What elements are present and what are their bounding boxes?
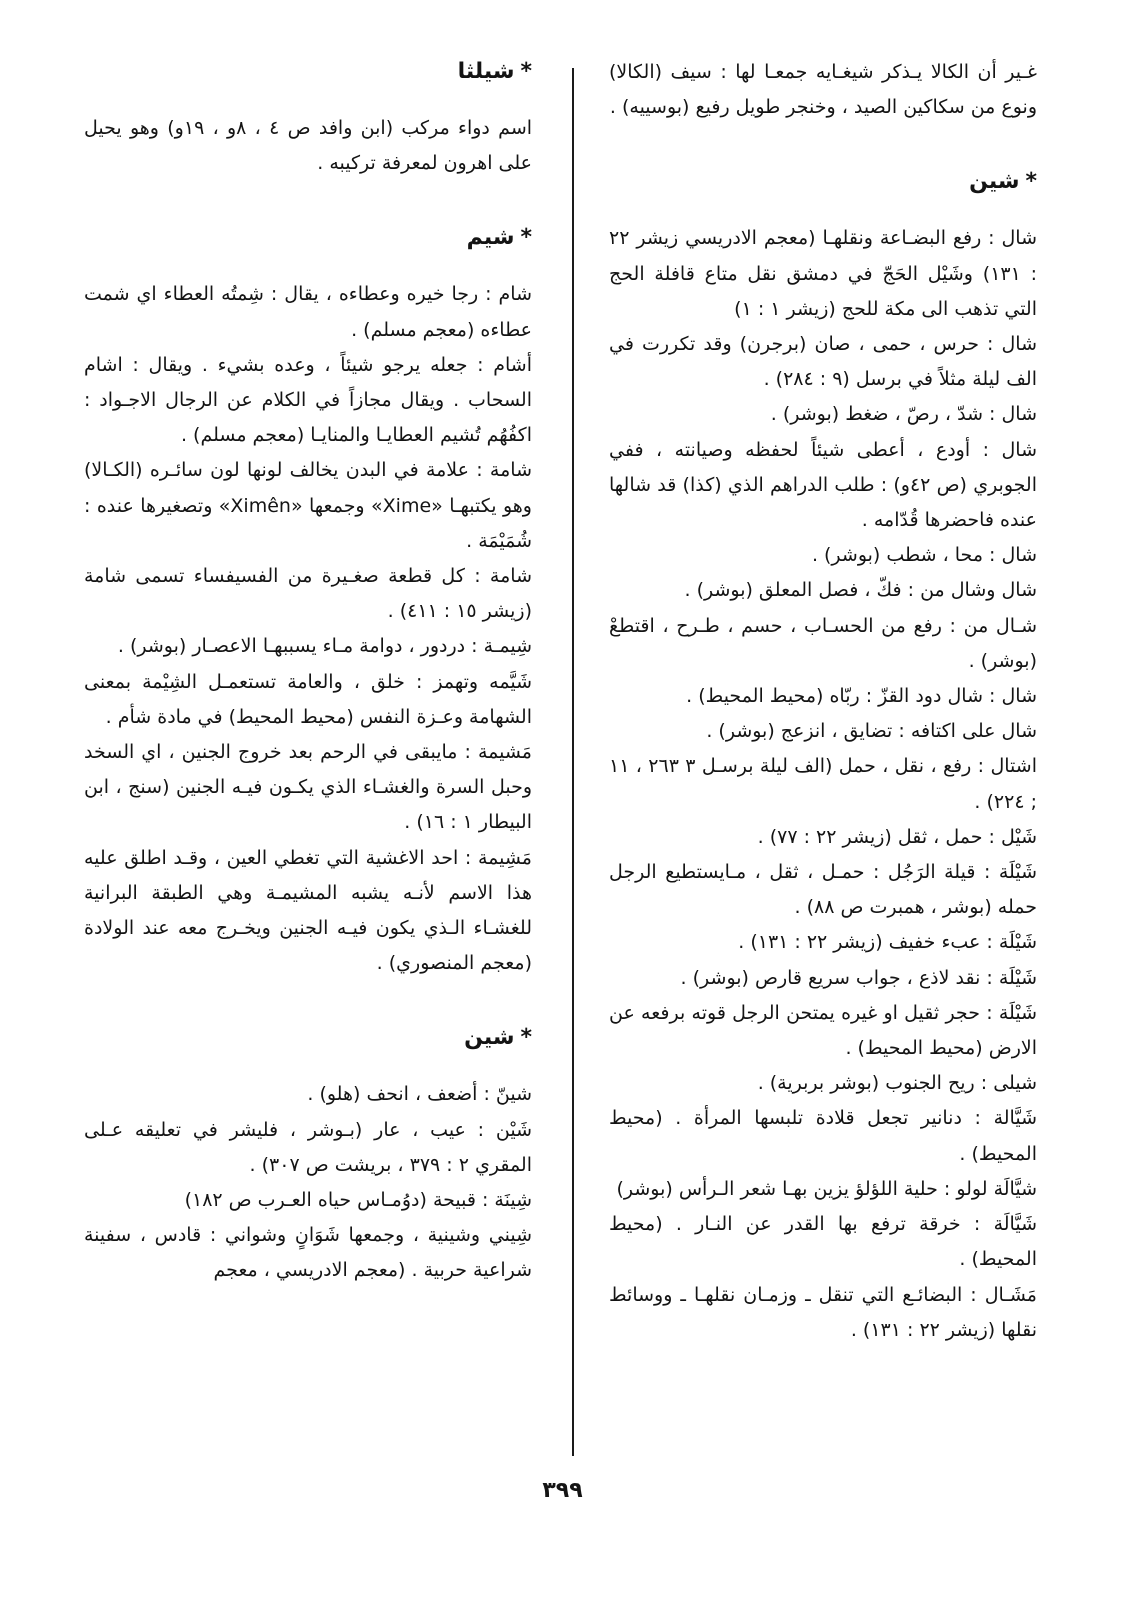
dictionary-entry: مَشيمة : مايبقى في الرحم بعد خروج الجنين ، اي السخد وحبل السرة والغشـاء الذي يكـون فيـه الجنين (سنج ، ابن البيطار ١ : ١٦) .	[84, 741, 532, 834]
dictionary-entry: أشام : جعله يرجو شيئاً ، وعده بشيء . ويقال : اشام السحاب . ويقال مجازاً في الكلام عن الرجال الاجـواد : اكفُهُم تُشيم العطايـا والمنايـا (معجم مسلم) .	[84, 353, 532, 447]
section-heading-shin-right	[609, 165, 1037, 199]
column-divider	[572, 68, 574, 1456]
dictionary-entry: اشتال : رفع ، نقل ، حمل (الف ليلة برسـل ٣ ٢٦٣ ، ١١ ; ٢٢٤) .	[609, 755, 1037, 813]
dictionary-entry: شال على اكتافه : تضايق ، انزعج (بوشر) .	[706, 720, 1037, 743]
dictionary-entry: شِينَة : قبيحة (دوُمـاس حياه العـرب ص ١٨٢)	[184, 1189, 532, 1212]
dictionary-entry: شَيَّالَة : خرقة ترفع بها القدر عن النـار . (محيط المحيط) .	[609, 1213, 1037, 1271]
dictionary-entry: اسم دواء مركب (ابن وافد ص ٤ ، ٨و ، ١٩و) وهو يحيل على اهرون لمعرفة تركيبه .	[84, 117, 533, 175]
dictionary-entry: شال : رفع البضـاعة ونقلهـا (معجم الادريسي زيشر ٢٢ : ١٣١) وشَيْل الحَجّ في دمشق نقل متاع قافلة الحج التي تذهب الى مكة للحج (زيشر ١ : ١)	[609, 227, 1037, 320]
right-column	[609, 55, 1037, 1348]
dictionary-entry: شَيَّمه وتهمز : خلق ، والعامة تستعمـل الشِيْمة بمعنى الشهامة وعـزة النفس (محيط المحيط) في مادة شأم .	[84, 670, 532, 728]
dictionary-entry: شال : محا ، شطب (بوشر) .	[811, 544, 1037, 567]
page-number: ٣٩٩	[542, 1478, 583, 1503]
entry-list	[609, 221, 1037, 1348]
dictionary-entry: شال : شال دود القزّ : ربّاه (محيط المحيط) .	[686, 685, 1037, 708]
dictionary-entry: شامة : علامة في البدن يخالف لونها لون سائـره (الكـالا) وهو يكتبهـا «Xime» وجمعها «Ximên» وتصغيرها عنده : شُمَيْمَة .	[84, 459, 532, 552]
entry-list	[84, 277, 532, 981]
dictionary-entry: شَيْلَة : قيلة الرَجُل : حمـل ، ثقل ، مـايستطيع الرجل حمله (بوشر ، همبرت ص ٨٨) .	[609, 861, 1037, 919]
dictionary-entry: شام : رجا خيره وعطاءه ، يقال : شِمتُه العطاء اي شمت عطاءه (معجم مسلم) .	[84, 283, 532, 341]
asterisk-icon: *	[520, 1025, 532, 1051]
dictionary-entry: شال : حرس ، حمى ، صان (برجرن) وقد تكررت في الف ليلة مثلاً في برسل (٩ : ٢٨٤) .	[609, 333, 1037, 391]
section-heading-shin-left	[84, 1021, 532, 1055]
heading-text: شين	[969, 169, 1020, 195]
dictionary-entry: شال : أودع ، أعطى شيئاً لحفظه وصيانته ، ففي الجوبري (ص ٤٢و) : طلب الدراهم الذي (كذا) قد شالها عنده فاحضرها قُدّامه .	[609, 438, 1037, 532]
dictionary-entry: شَيَّالة : دنانير تجعل قلادة تلبسها المرأة . (محيط المحيط) .	[609, 1107, 1037, 1165]
dictionary-entry: شيَّالَة لولو : حلية اللؤلؤ يزين بهـا شعر الـرأس (بوشر)	[616, 1177, 1037, 1200]
dictionary-entry: شَيْلَة : نقد لاذع ، جواب سريع قارص (بوشر) .	[680, 966, 1037, 989]
dictionary-entry: شَيْلَة : حجر ثقيل او غيره يمتحن الرجل قوته برفعه عن الارض (محيط المحيط) .	[609, 1001, 1037, 1060]
dictionary-entry: شِيمـة : دردور ، دوامة مـاء يسببهـا الاعصـار (بوشر) .	[117, 635, 532, 658]
dictionary-entry: مَشِيمة : احد الاغشية التي تغطي العين ، وقـد اطلق عليه هذا الاسم لأنـه يشبه المشيمـة وهي الطبقة البرانية للغشـاء الـذي يكون فيـه الجنين ويخـرج معه عند الولادة (معجم المنصوري) .	[84, 846, 532, 975]
heading-text: شيلثا	[457, 59, 515, 84]
intro-paragraph: غـير أن الكالا يـذكر شيغـايه جمعـا لها : سيف (الكالا) ونوع من سكاكين الصيد ، وخنجر طويل رفيع (بوسييه) .	[609, 61, 1037, 119]
asterisk-icon: *	[520, 59, 532, 84]
dictionary-entry: شـال من : رفع من الحسـاب ، حسم ، طـرح ، اقتطعْ (بوشر) .	[609, 614, 1037, 672]
dictionary-entry: مَشَـال : البضائـع التي تنقل ـ وزمـان نقلهـا ـ ووسائط نقلها (زيشر ٢٢ : ١٣١) .	[609, 1283, 1037, 1341]
dictionary-entry: شينّ : أضعف ، انحف (هلو) .	[307, 1083, 532, 1106]
dictionary-entry: شَيْن : عيب ، عار (بـوشر ، فليشر في تعليقه عـلى المقري ٢ : ٣٧٩ ، بريشت ص ٣٠٧) .	[84, 1118, 532, 1176]
asterisk-icon: *	[520, 225, 532, 251]
dictionary-entry: شيلى : ريح الجنوب (بوشر بربرية) .	[757, 1072, 1037, 1095]
dictionary-entry: شَيْل : حمل ، ثقل (زيشر ٢٢ : ٧٧) .	[757, 825, 1037, 848]
heading-text: شيم	[466, 225, 515, 251]
section-heading-shim	[84, 221, 532, 255]
section-heading-shiltha	[84, 55, 532, 89]
dictionary-entry: شال وشال من : فكّ ، فصل المعلق (بوشر) .	[684, 579, 1037, 602]
dictionary-entry: شَيْلَة : عبء خفيف (زيشر ٢٢ : ١٣١) .	[738, 931, 1037, 954]
asterisk-icon: *	[1025, 169, 1037, 195]
heading-text: شين	[464, 1025, 515, 1051]
dictionary-entry: شال : شدّ ، رصّ ، ضغط (بوشر) .	[770, 403, 1037, 426]
dictionary-entry: شِيني وشينية ، وجمعها شَوَانٍ وشواني : قادس ، سفينة شراعية حربية . (معجم الادريسي ، معجم	[84, 1224, 532, 1282]
entry-list	[84, 1077, 532, 1288]
dictionary-entry: شامة : كل قطعة صغـيرة من الفسيفساء تسمى شامة (زيشر ١٥ : ٤١١) .	[84, 565, 532, 623]
left-column	[84, 55, 532, 1289]
